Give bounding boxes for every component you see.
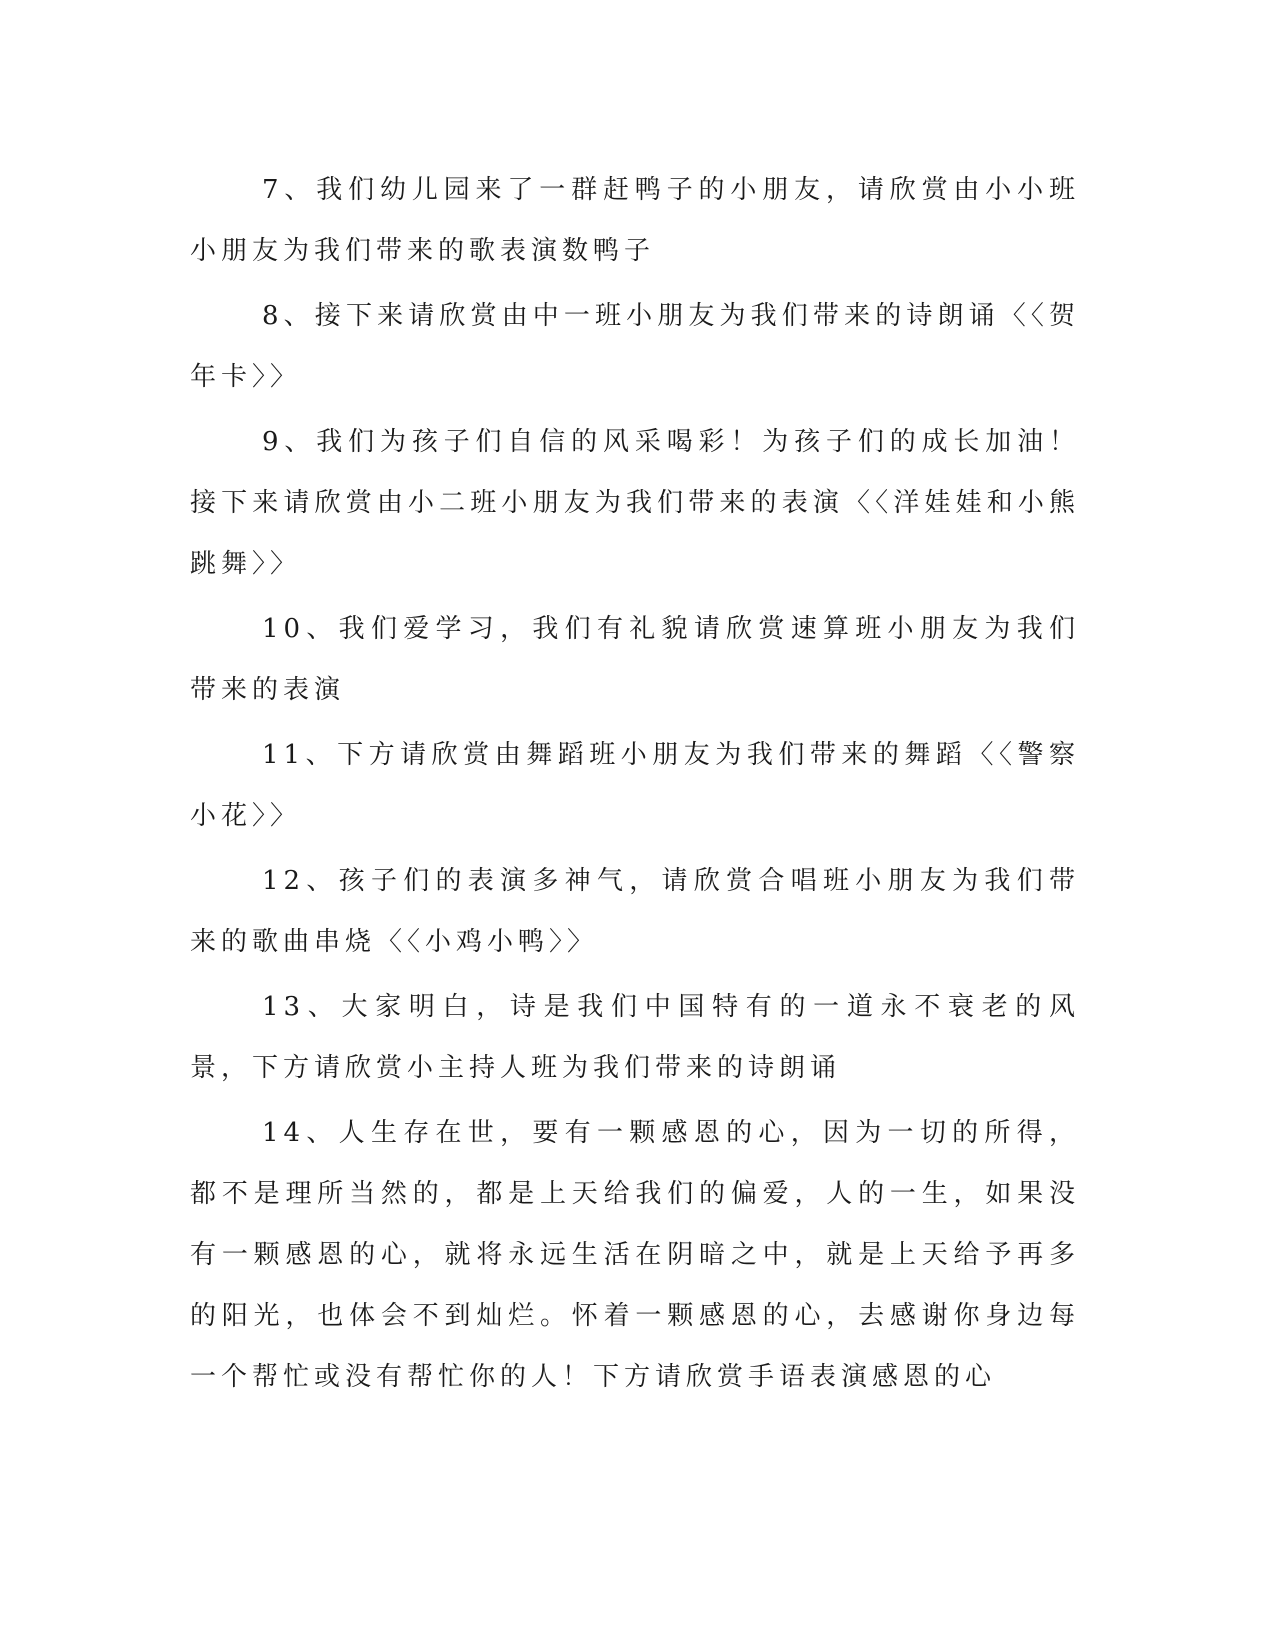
document-body xyxy=(190,160,1080,1412)
paragraph-item-14: 14、人生存在世，要有一颗感恩的心，因为一切的所得，都不是理所当然的，都是上天给我们的偏爱，人的一生，如果没有一颗感恩的心，就将永远生活在阴暗之中，就是上天给予再多的阳光，也体会不到灿烂。怀着一颗感恩的心，去感谢你身边每一个帮忙或没有帮忙你的人！下方请欣赏手语表演感恩的心 xyxy=(190,1118,1080,1392)
paragraph-item-13: 13、大家明白，诗是我们中国特有的一道永不衰老的风景，下方请欣赏小主持人班为我们带来的诗朗诵 xyxy=(190,992,1080,1083)
paragraph-item-12: 12、孩子们的表演多神气，请欣赏合唱班小朋友为我们带来的歌曲串烧〈〈小鸡小鸭〉〉 xyxy=(190,866,1080,957)
paragraph-item-8: 8、接下来请欣赏由中一班小朋友为我们带来的诗朗诵〈〈贺年卡〉〉 xyxy=(190,301,1080,392)
paragraph-item-10: 10、我们爱学习，我们有礼貌请欣赏速算班小朋友为我们带来的表演 xyxy=(190,614,1080,705)
paragraph-item-9: 9、我们为孩子们自信的风采喝彩！为孩子们的成长加油！接下来请欣赏由小二班小朋友为我们带来的表演〈〈洋娃娃和小熊跳舞〉〉 xyxy=(190,427,1080,579)
paragraph-item-11: 11、下方请欣赏由舞蹈班小朋友为我们带来的舞蹈〈〈警察小花〉〉 xyxy=(190,740,1080,831)
paragraph-item-7: 7、我们幼儿园来了一群赶鸭子的小朋友，请欣赏由小小班小朋友为我们带来的歌表演数鸭子 xyxy=(190,175,1080,266)
